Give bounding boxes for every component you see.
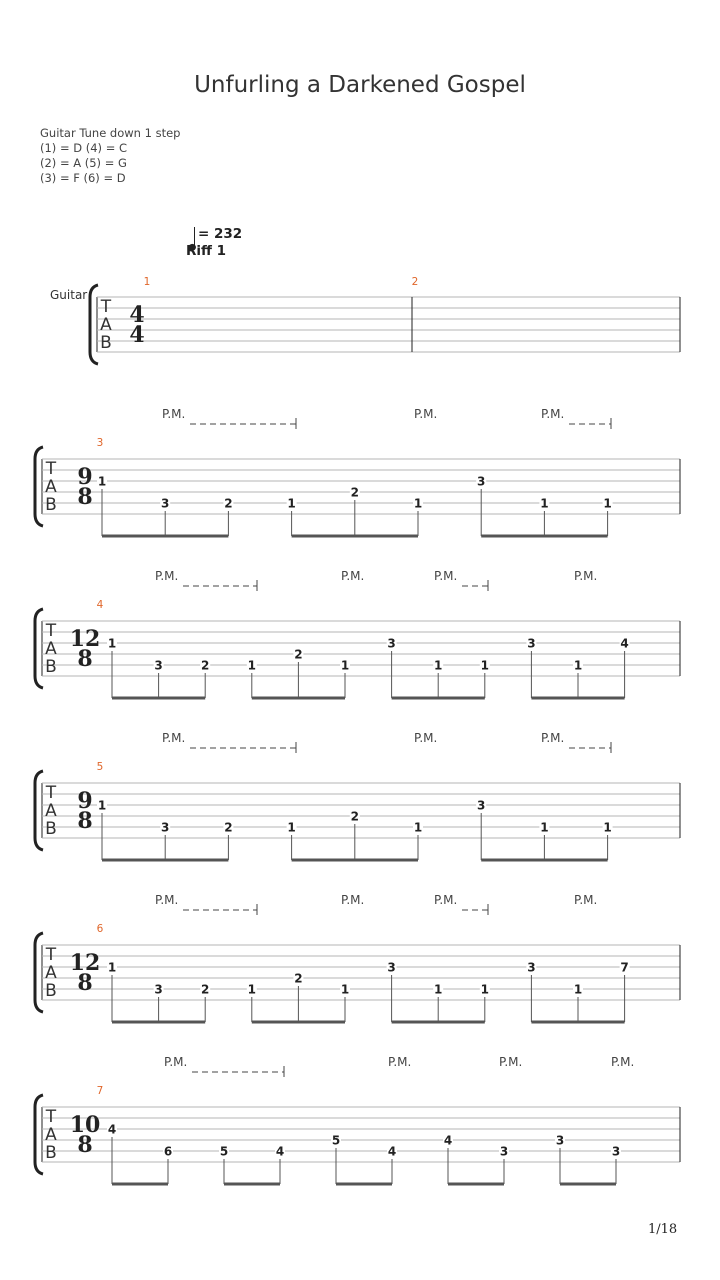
palm-mute-label: P.M. bbox=[164, 1055, 188, 1069]
fret-number: 1 bbox=[434, 982, 443, 997]
fret-number: 1 bbox=[107, 636, 117, 651]
riff-label: Riff 1 bbox=[186, 243, 227, 259]
score-title: Unfurling a Darkened Gospel bbox=[194, 72, 526, 98]
fret-number: 2 bbox=[294, 647, 303, 662]
tab-letter: T bbox=[45, 945, 57, 965]
fret-number: 1 bbox=[603, 820, 612, 835]
tab-letter: B bbox=[45, 1143, 57, 1163]
fret-number: 1 bbox=[287, 820, 296, 835]
fret-number: 3 bbox=[387, 636, 396, 651]
fret-number: 1 bbox=[573, 658, 583, 673]
fret-number: 3 bbox=[499, 1144, 509, 1159]
fret-number: 1 bbox=[540, 820, 549, 835]
tuning-line: (3) = F (6) = D bbox=[40, 171, 126, 185]
fret-number: 1 bbox=[287, 496, 296, 511]
time-signature-bottom: 8 bbox=[77, 1132, 93, 1158]
tab-letter: B bbox=[45, 981, 57, 1001]
fret-number: 2 bbox=[294, 971, 303, 986]
fret-number: 1 bbox=[413, 820, 423, 835]
measure-number: 4 bbox=[96, 599, 104, 611]
tab-letter: A bbox=[100, 315, 112, 335]
fret-number: 3 bbox=[387, 960, 396, 975]
fret-number: 1 bbox=[247, 658, 256, 673]
fret-number: 1 bbox=[573, 982, 583, 997]
fret-number: 3 bbox=[161, 820, 170, 835]
palm-mute-label: P.M. bbox=[499, 1055, 523, 1069]
fret-number: 3 bbox=[611, 1144, 621, 1159]
tab-letter: B bbox=[100, 333, 112, 353]
tab-letter: A bbox=[45, 477, 57, 497]
measure-number: 6 bbox=[96, 923, 104, 935]
palm-mute-label: P.M. bbox=[414, 407, 438, 421]
page-number: 1/18 bbox=[648, 1222, 678, 1237]
fret-number: 4 bbox=[443, 1133, 453, 1148]
fret-number: 4 bbox=[107, 1122, 117, 1137]
measure-number: 2 bbox=[411, 276, 419, 288]
fret-number: 3 bbox=[555, 1133, 565, 1148]
tempo-value: = 232 bbox=[198, 226, 243, 242]
fret-number: 5 bbox=[331, 1133, 341, 1148]
fret-number: 3 bbox=[527, 636, 536, 651]
time-signature-top: 12 bbox=[69, 626, 101, 652]
palm-mute-label: P.M. bbox=[162, 731, 186, 745]
palm-mute-label: P.M. bbox=[611, 1055, 635, 1069]
tab-letter: A bbox=[45, 963, 57, 983]
time-signature-top: 12 bbox=[69, 950, 101, 976]
palm-mute-label: P.M. bbox=[434, 893, 458, 907]
fret-number: 1 bbox=[107, 960, 117, 975]
fret-number: 1 bbox=[340, 982, 350, 997]
tuning-line: (1) = D (4) = C bbox=[40, 141, 128, 155]
fret-number: 1 bbox=[340, 658, 350, 673]
time-signature-bottom: 8 bbox=[77, 970, 93, 996]
fret-number: 2 bbox=[224, 496, 233, 511]
tab-letter: A bbox=[45, 801, 57, 821]
palm-mute-label: P.M. bbox=[155, 893, 179, 907]
tuning-line: (2) = A (5) = G bbox=[40, 156, 127, 170]
instrument-label: Guitar bbox=[50, 288, 88, 302]
tab-letter: T bbox=[45, 459, 57, 479]
fret-number: 2 bbox=[350, 485, 359, 500]
fret-number: 1 bbox=[413, 496, 423, 511]
tuning-header: Guitar Tune down 1 step bbox=[40, 126, 181, 140]
tab-letter: B bbox=[45, 495, 57, 515]
tab-letter: A bbox=[45, 1125, 57, 1145]
fret-number: 7 bbox=[620, 960, 629, 975]
fret-number: 6 bbox=[163, 1144, 173, 1159]
fret-number: 2 bbox=[224, 820, 233, 835]
fret-number: 1 bbox=[603, 496, 612, 511]
tab-letter: T bbox=[45, 621, 57, 641]
measure-number: 3 bbox=[96, 437, 104, 449]
fret-number: 3 bbox=[154, 982, 163, 997]
tab-letter: B bbox=[45, 819, 57, 839]
measure-number: 5 bbox=[96, 761, 104, 773]
palm-mute-label: P.M. bbox=[541, 731, 565, 745]
fret-number: 2 bbox=[201, 982, 210, 997]
fret-number: 3 bbox=[477, 474, 486, 489]
measure-number: 7 bbox=[96, 1085, 104, 1097]
fret-number: 3 bbox=[477, 798, 486, 813]
fret-number: 1 bbox=[480, 982, 489, 997]
fret-number: 4 bbox=[620, 636, 629, 651]
fret-number: 1 bbox=[540, 496, 549, 511]
palm-mute-label: P.M. bbox=[434, 569, 458, 583]
tab-letter: T bbox=[45, 783, 57, 803]
fret-number: 4 bbox=[275, 1144, 285, 1159]
palm-mute-label: P.M. bbox=[341, 569, 365, 583]
palm-mute-label: P.M. bbox=[414, 731, 438, 745]
fret-number: 2 bbox=[350, 809, 359, 824]
fret-number: 4 bbox=[387, 1144, 397, 1159]
fret-number: 1 bbox=[247, 982, 256, 997]
time-signature-top: 9 bbox=[77, 464, 93, 490]
time-signature-bottom: 8 bbox=[77, 808, 93, 834]
time-signature-bottom: 8 bbox=[77, 484, 93, 510]
tab-letter: T bbox=[45, 1107, 57, 1127]
tab-letter: T bbox=[100, 297, 112, 317]
fret-number: 1 bbox=[480, 658, 489, 673]
fret-number: 1 bbox=[434, 658, 443, 673]
fret-number: 1 bbox=[97, 474, 107, 489]
fret-number: 2 bbox=[201, 658, 210, 673]
palm-mute-label: P.M. bbox=[341, 893, 365, 907]
time-signature-bottom: 4 bbox=[129, 322, 145, 348]
time-signature-top: 10 bbox=[69, 1112, 101, 1138]
palm-mute-label: P.M. bbox=[155, 569, 179, 583]
fret-number: 1 bbox=[97, 798, 107, 813]
time-signature-top: 4 bbox=[129, 302, 145, 328]
fret-number: 3 bbox=[154, 658, 163, 673]
measure-number: 1 bbox=[143, 276, 151, 288]
fret-number: 3 bbox=[527, 960, 536, 975]
fret-number: 3 bbox=[161, 496, 170, 511]
time-signature-top: 9 bbox=[77, 788, 93, 814]
palm-mute-label: P.M. bbox=[541, 407, 565, 421]
fret-number: 5 bbox=[219, 1144, 229, 1159]
time-signature-bottom: 8 bbox=[77, 646, 93, 672]
palm-mute-label: P.M. bbox=[162, 407, 186, 421]
palm-mute-label: P.M. bbox=[388, 1055, 412, 1069]
palm-mute-label: P.M. bbox=[574, 569, 598, 583]
tab-letter: B bbox=[45, 657, 57, 677]
tab-letter: A bbox=[45, 639, 57, 659]
palm-mute-label: P.M. bbox=[574, 893, 598, 907]
